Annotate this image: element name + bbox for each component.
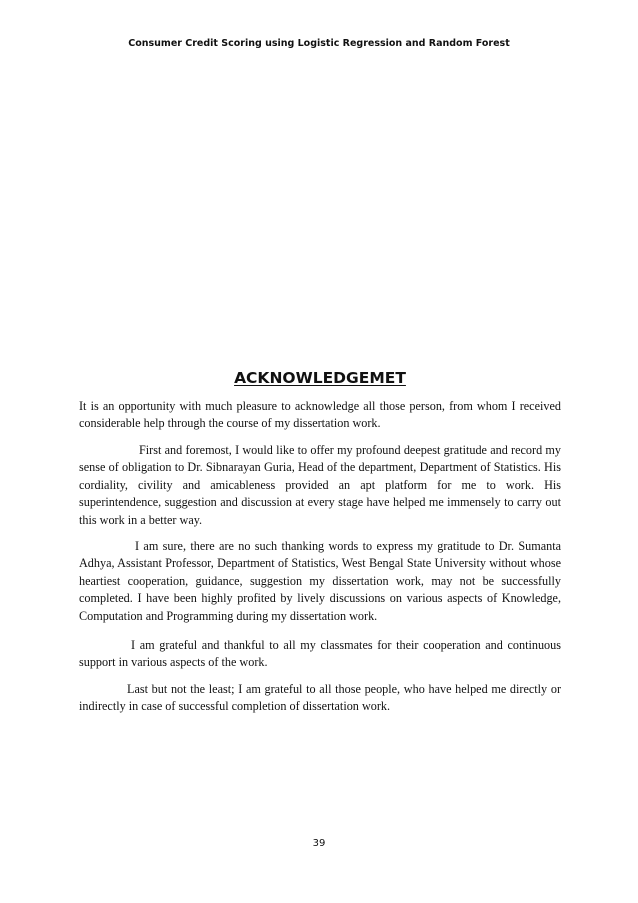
running-header: Consumer Credit Scoring using Logistic Regression and Random Forest	[128, 38, 510, 49]
paragraph-4: I am grateful and thankful to all my classmates for their cooperation and continuous support in various aspects of the work.	[79, 638, 561, 670]
paragraph-3: I am sure, there are no such thanking words to express my gratitude to Dr. Sumanta Adhya, Assistant Professor, Department of Statistics, West Bengal State University without whose heartiest cooperation, guidance, suggestion my dissertation work, may not be successfully completed. I have been highly profited by lively discussions on various aspects of Knowledge, Computation and Programming during my dissertation work.	[79, 539, 561, 623]
page-number: 39	[312, 838, 326, 849]
paragraph-5: Last but not the least; I am grateful to all those people, who have helped me directly or indirectly in case of successful completion of dissertation work.	[79, 682, 561, 714]
paragraph-1: It is an opportunity with much pleasure to acknowledge all those person, from whom I received considerable help through the course of my dissertation work.	[79, 399, 561, 431]
paragraph-2: First and foremost, I would like to offer my profound deepest gratitude and record my sense of obligation to Dr. Sibnarayan Guria, Head of the department, Department of Statistics. His cordiality, civility and amicableness provided an apt platform for me to work. His superintendence, suggestion and discussion at every stage have helped me immensely to carry out this work in a better way.	[79, 443, 561, 527]
page-title: ACKNOWLEDGEMET	[234, 369, 406, 387]
